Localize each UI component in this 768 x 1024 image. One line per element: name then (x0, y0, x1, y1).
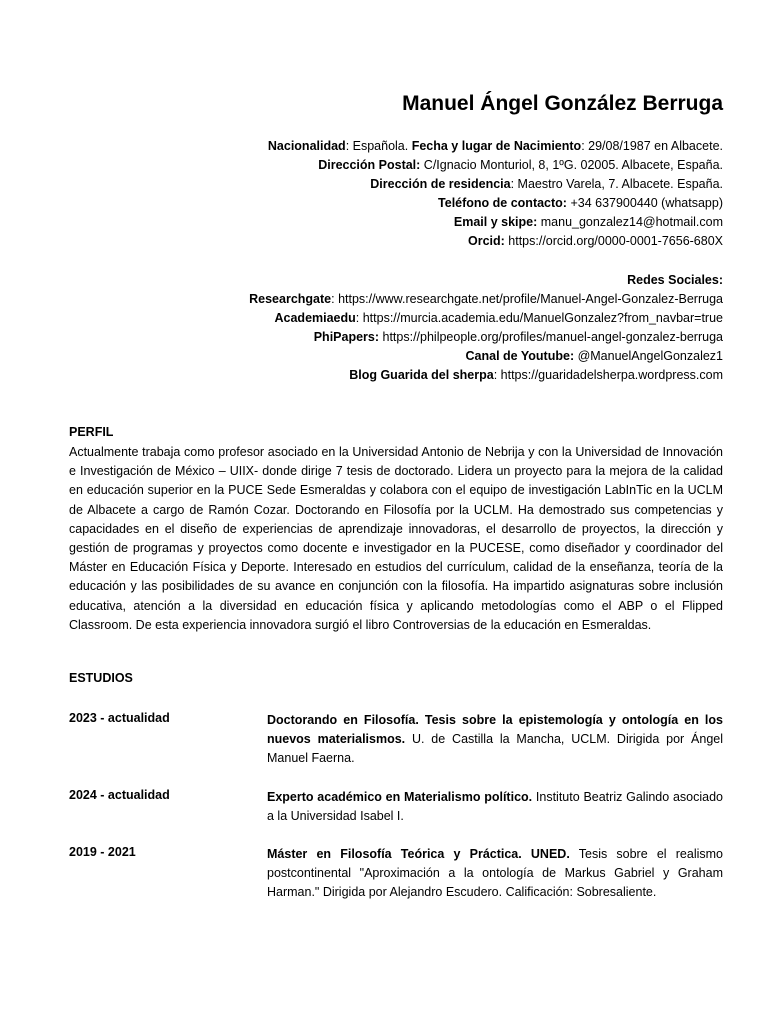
profile-heading: PERFIL (69, 425, 114, 439)
residence-value: : Maestro Varela, 7. Albacete. España. (510, 177, 723, 192)
academiaedu-label: Academiaedu (274, 310, 356, 325)
cv-name: Manuel Ángel González Berruga (402, 92, 723, 115)
email-line (249, 213, 723, 232)
birth-label: Fecha y lugar de Nacimiento (411, 139, 582, 153)
spacer (249, 252, 723, 271)
study-detail: U. de Castilla la Mancha, UCLM. Dirigida por Ángel Manuel Faerna. (267, 732, 723, 766)
study-description (267, 845, 723, 902)
orcid-label: Orcid: (467, 234, 505, 249)
study-entry (69, 711, 723, 768)
postal-label: Dirección Postal: (318, 158, 421, 173)
nationality-label: Nacionalidad (267, 139, 346, 153)
study-detail: Instituto Beatriz Galindo asociado a la Universidad Isabel I. (267, 790, 723, 824)
orcid-value: https://orcid.org/0000-0001-7656-680X (504, 234, 723, 249)
youtube-handle[interactable]: @ManuelAngelGonzalez1 (574, 349, 723, 364)
contact-block (249, 137, 723, 385)
study-entry (69, 845, 723, 902)
researchgate-link[interactable]: : https://www.researchgate.net/profile/Manuel-Angel-Gonzalez-Berruga (331, 291, 723, 306)
study-title: Máster en Filosofía Teórica y Práctica. UNED. (267, 847, 570, 861)
email-label: Email y skipe: (453, 215, 538, 230)
study-years: 2024 - actualidad (69, 788, 170, 802)
email-value: manu_gonzalez14@hotmail.com (537, 215, 723, 230)
researchgate-label: Researchgate (249, 291, 332, 306)
phone-line (249, 194, 723, 213)
postal-value: C/Ignacio Monturiol, 8, 1ºG. 02005. Albacete, España. (420, 158, 723, 173)
postal-line (249, 156, 723, 175)
study-description (267, 711, 723, 768)
study-detail: Tesis sobre el realismo postcontinental "Aproximación a la ontología de Markus Gabriel y Graham Harman." Dirigida por Alejandro Escudero. Calificación: Sobresaliente. (267, 847, 723, 900)
orcid-line (249, 232, 723, 251)
blog-line (249, 366, 723, 385)
residence-label: Dirección de residencia (370, 177, 511, 192)
nationality-line (249, 137, 723, 156)
philpapers-line (249, 328, 723, 347)
study-title: Doctorando en Filosofía. Tesis sobre la epistemología y ontología en los nuevos materialismos. (267, 713, 723, 747)
study-entry (69, 788, 723, 826)
academiaedu-line (249, 309, 723, 328)
youtube-label: Canal de Youtube: (465, 349, 575, 364)
study-title: Experto académico en Materialismo político. (267, 790, 533, 804)
social-title-label: Redes Sociales: (627, 272, 723, 287)
youtube-line (249, 347, 723, 366)
study-years: 2023 - actualidad (69, 711, 170, 725)
study-description (267, 788, 723, 826)
birth-value: : 29/08/1987 en Albacete. (581, 139, 723, 153)
studies-heading: ESTUDIOS (69, 671, 133, 685)
phone-label: Teléfono de contacto: (438, 196, 567, 211)
residence-line (249, 175, 723, 194)
profile-text: Actualmente trabaja como profesor asociado en la Universidad Antonio de Nebrija y con la Universidad de Innovación e Investigación de México – UIIX- donde dirige 7 tesis de doctorado. Lidera un proyecto para la mejora de la calidad en educación superior en la PUCE Sede Esmeraldas y colabora con el equipo de investigación LabInTic en la UCLM de Albacete a cargo de Ramón Cozar. Doctorando en Filosofía por la UCLM. Ha demostrado sus competencias y capacidades en el diseño de experiencias de aprendizaje innovadoras, el desarrollo de proyectos, la dirección y gestión de programas y proyectos como docente e investigador en la PUCESE, como diseñador y coordinador del Máster en Educación Física y Deporte. Interesado en estudios del currículum, calidad de la enseñanza, teoría de la educación y las posibilidades de su avance en conjunción con la filosofía. Ha impartido asignaturas sobre inclusión educativa, atención a la diversidad en educación física y aplicando metodologías como el ABP o el Flipped Classroom. De esta experiencia innovadora surgió el libro Controversias de la educación en Esmeraldas. (69, 445, 723, 632)
philpapers-link[interactable]: https://philpeople.org/profiles/manuel-angel-gonzalez-berruga (379, 329, 723, 344)
phone-value: +34 637900440 (whatsapp) (566, 196, 723, 211)
blog-label: Blog Guarida del sherpa (349, 368, 494, 383)
researchgate-line (249, 290, 723, 309)
social-title (249, 271, 723, 290)
philpapers-label: PhiPapers: (313, 329, 380, 344)
study-years: 2019 - 2021 (69, 845, 136, 859)
nationality-value: : Española. (345, 139, 412, 153)
academiaedu-link[interactable]: : https://murcia.academia.edu/ManuelGonzalez?from_navbar=true (355, 310, 723, 325)
blog-link[interactable]: : https://guaridadelsherpa.wordpress.com (493, 368, 723, 383)
